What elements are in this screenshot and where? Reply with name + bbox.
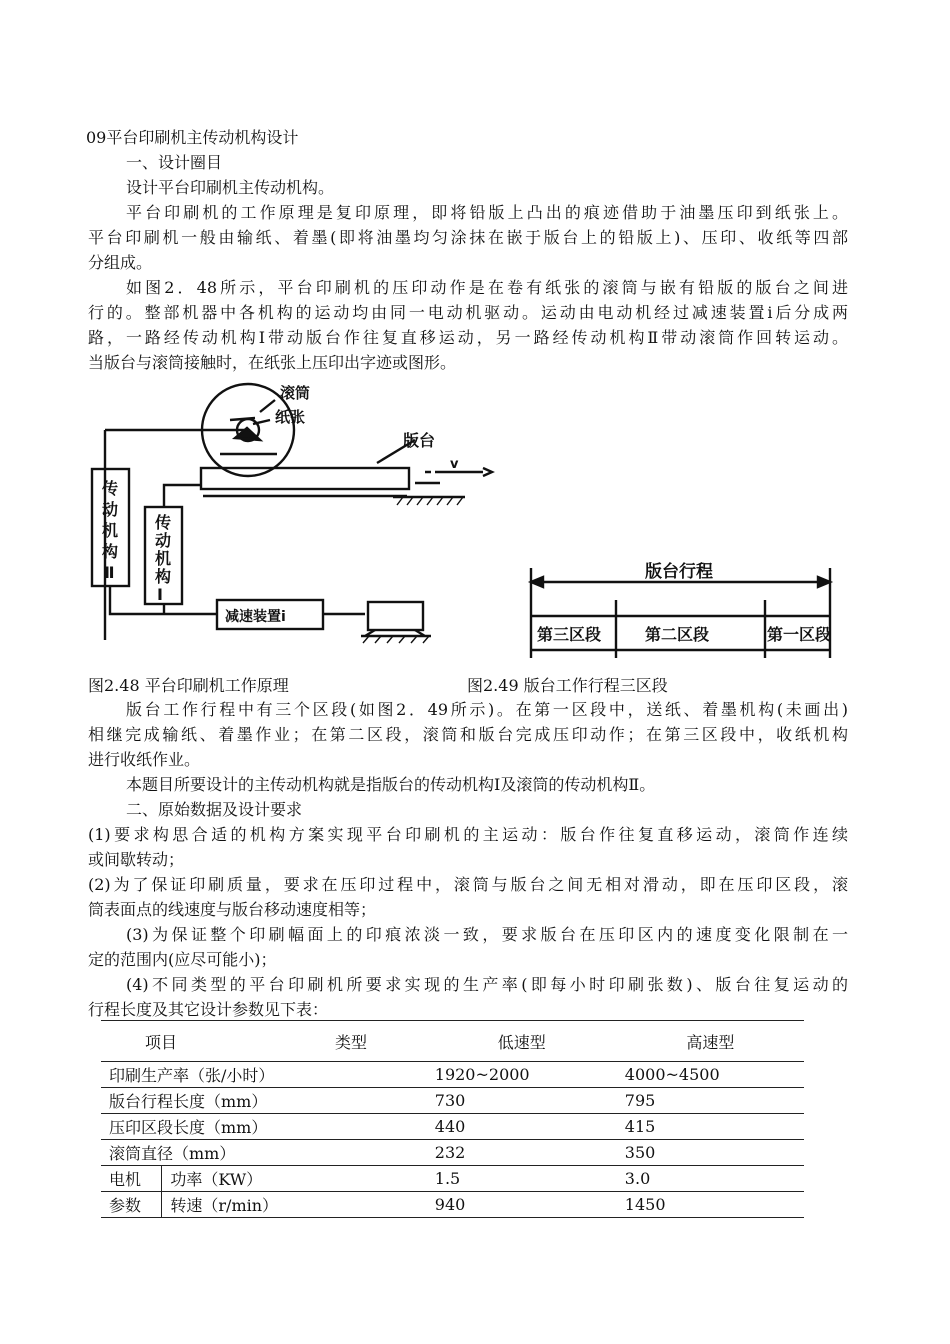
paragraph: 分组成。 (88, 253, 153, 272)
drum-label: 滚筒 (280, 384, 311, 402)
row-label: 印刷生产率（张/小时） (109, 1066, 275, 1085)
mechanism-2-char: 传 (102, 479, 119, 498)
motor-group-label: 电机 (101, 1166, 162, 1192)
motor-group-label: 参数 (101, 1192, 162, 1218)
requirement-4: 行程长度及其它设计参数见下表： (88, 1000, 329, 1019)
table-row (101, 1192, 804, 1218)
segment-3-label: 第三区段 (537, 625, 602, 644)
row-low: 232 (434, 1143, 466, 1162)
mechanism-2-char: 动 (102, 500, 119, 519)
paragraph: 相继完成输纸、着墨作业；在第二区段，滚筒和版台完成压印动作；在第三区段中，收纸机构 (88, 725, 848, 744)
requirement-1: 或间歇转动； (88, 850, 185, 869)
mechanism-1-char: Ⅰ (157, 585, 163, 604)
paragraph: 当版台与滚筒接触时，在纸张上压印出字迹或图形。 (88, 353, 457, 372)
row-low: 730 (434, 1091, 466, 1110)
row-low: 940 (434, 1195, 466, 1214)
header-type: 类型 (335, 1032, 368, 1052)
mechanism-1-char: 动 (155, 531, 172, 550)
requirement-4: (4)不同类型的平台印刷机所要求实现的生产率(即每小时印刷张数)、版台往复运动的 (126, 975, 848, 994)
row-label: 版台行程长度（mm） (109, 1092, 268, 1111)
mechanism-1-char: 构 (155, 567, 172, 586)
section-heading-1: 一、设计圈目 (126, 153, 223, 172)
requirement-2: 筒表面点的线速度与版台移动速度相等； (88, 900, 377, 919)
paragraph: 如图2．48所示，平台印刷机的压印动作是在卷有纸张的滚筒与嵌有铅版的版台之间进 (126, 278, 848, 297)
paragraph: 进行收纸作业。 (88, 750, 201, 769)
row-label: 压印区段长度（mm） (109, 1118, 268, 1137)
row-low: 1.5 (434, 1169, 461, 1188)
paragraph: 版台工作行程中有三个区段(如图2．49所示)。在第一区段中，送纸、着墨机构(未画出) (126, 700, 848, 719)
requirement-3: (3)为保证整个印刷幅面上的印痕浓淡一致，要求版台在压印区内的速度变化限制在一 (126, 925, 848, 944)
row-high: 1450 (624, 1195, 666, 1214)
segment-2-label: 第二区段 (645, 625, 710, 644)
paragraph: 平台印刷机的工作原理是复印原理，即将铅版上凸出的痕迹借助于油墨压印到纸张上。 (126, 203, 848, 222)
table-row (101, 1088, 804, 1114)
mechanism-2-char: 构 (102, 542, 119, 561)
velocity-label: v (450, 457, 459, 472)
paper-label: 纸张 (275, 408, 306, 426)
figure-2-49 (525, 550, 845, 665)
paragraph: 行的。整部机器中各机构的运动均由同一电动机驱动。运动由电动机经过减速装置i后分成两 (88, 303, 848, 322)
section-heading-2: 二、原始数据及设计要求 (126, 800, 303, 819)
figure-2-48 (85, 380, 505, 655)
bed-label: 版台 (403, 431, 436, 450)
table-row (101, 1140, 804, 1166)
row-high: 415 (624, 1117, 656, 1136)
row-label: 转速（r/min） (170, 1196, 279, 1215)
stroke-label: 版台行程 (645, 562, 713, 582)
figure-2-48-caption: 图2.48 平台印刷机工作原理 (88, 676, 289, 695)
row-low: 440 (434, 1117, 466, 1136)
table-row (101, 1114, 804, 1140)
row-high: 3.0 (624, 1169, 651, 1188)
row-label: 滚筒直径（mm） (109, 1144, 236, 1163)
paragraph: 路，一路经传动机构Ⅰ带动版台作往复直移运动，另一路经传动机构Ⅱ带动滚筒作回转运动。 (88, 328, 848, 347)
paragraph: 设计平台印刷机主传动机构。 (126, 178, 335, 197)
row-high: 350 (624, 1143, 656, 1162)
mechanism-2-char: Ⅱ (104, 563, 115, 582)
mechanism-2-char: 机 (102, 521, 119, 540)
paragraph: 本题目所要设计的主传动机构就是指版台的传动机构Ⅰ及滚筒的传动机构Ⅱ。 (126, 775, 656, 794)
header-item: 项目 (145, 1032, 178, 1052)
row-low: 1920~2000 (434, 1065, 530, 1084)
table-row (101, 1166, 804, 1192)
mechanism-1-char: 传 (155, 513, 172, 532)
header-low-speed: 低速型 (497, 1032, 546, 1052)
table-row (101, 1062, 804, 1088)
paragraph: 平台印刷机一般由输纸、着墨(即将油墨均匀涂抹在嵌于版台上的铅版上)、压印、收纸等四部 (88, 228, 848, 247)
row-label: 功率（KW） (170, 1170, 263, 1189)
requirement-3: 定的范围内(应尽可能小)； (88, 950, 277, 969)
row-high: 4000~4500 (624, 1065, 720, 1084)
segment-1-label: 第一区段 (767, 625, 832, 644)
reducer-label: 减速装置i (225, 609, 286, 625)
table-header-item-type (101, 1021, 427, 1062)
requirement-2: (2)为了保证印刷质量，要求在压印过程中，滚筒与版台之间无相对滑动，即在压印区段，滚 (88, 875, 848, 894)
header-high-speed: 高速型 (686, 1032, 735, 1052)
document-title: 09平台印刷机主传动机构设计 (86, 128, 299, 147)
figure-2-49-caption: 图2.49 版台工作行程三区段 (467, 676, 668, 695)
requirement-1: (1)要求构思合适的机构方案实现平台印刷机的主运动：版台作往复直移运动，滚筒作连续 (88, 825, 848, 844)
mechanism-1-char: 机 (155, 549, 172, 568)
parameter-table (101, 1020, 804, 1218)
row-high: 795 (624, 1091, 656, 1110)
